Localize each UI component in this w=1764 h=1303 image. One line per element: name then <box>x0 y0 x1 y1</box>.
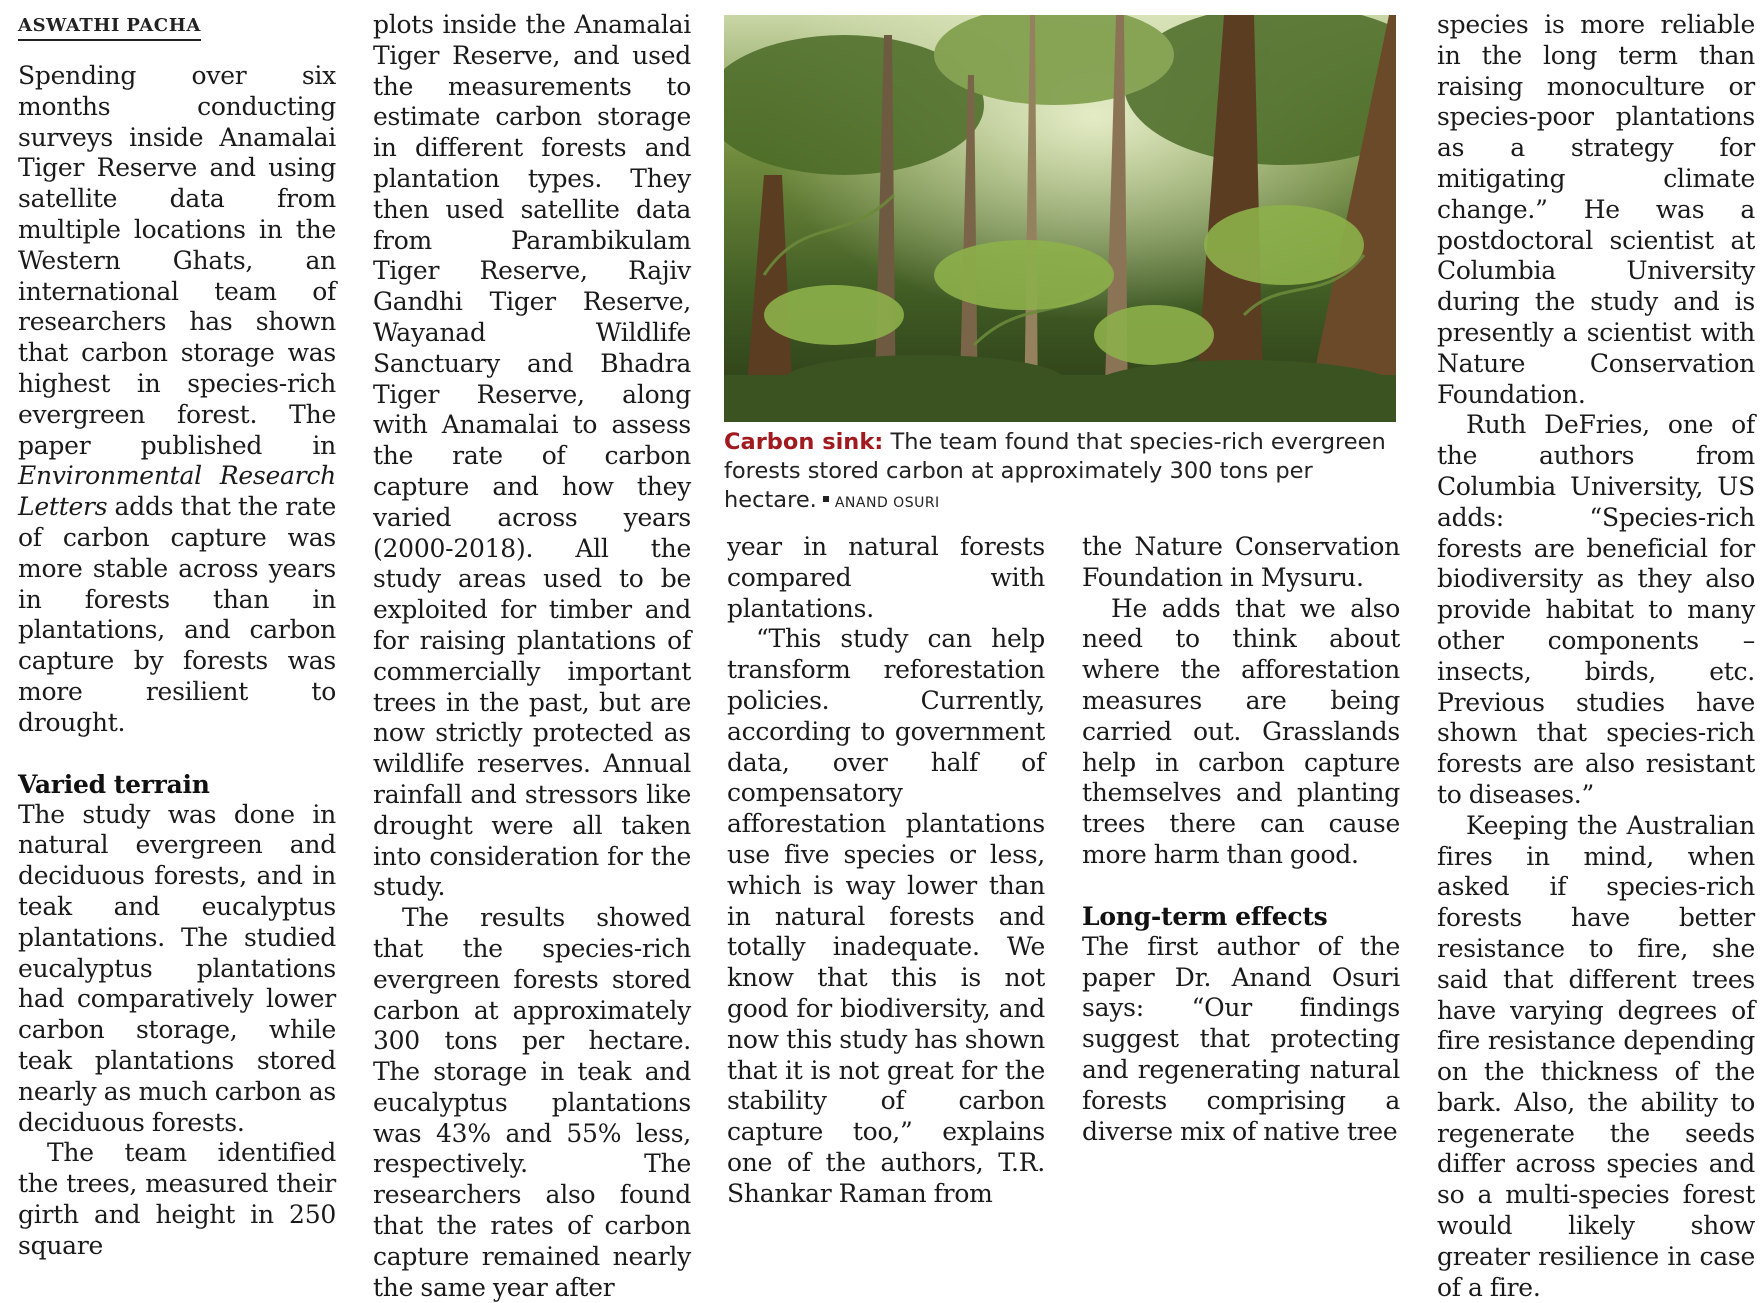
paragraph: “This study can help transform reforestation policies. Currently, according to government data, over half of compensatory afforestation plantations use five species or less, which is way lower than in natural forests and totally inadequate. We know that this is not good for biodiversity, and now this study has shown that it is not great for the stability of carbon capture too,” explains one of the authors, T.R. Shankar Raman from <box>727 624 1045 1208</box>
forest-photo <box>724 15 1396 422</box>
paragraph: the Nature Conservation Foundation in Mysuru. <box>1082 532 1400 592</box>
photo-credit: ANAND OSURI <box>834 495 940 511</box>
subhead-long-term-effects: Long-term effects <box>1082 901 1328 931</box>
paragraph: Keeping the Australian fires in mind, when asked if species-rich forests have better resistance to fire, she said that different trees have varying degrees of fire resistance depending on the thickness of the bark. Also, the ability to regenerate the seeds differ across species and so a multi-species forest would likely show greater resilience in case of a fire. <box>1437 810 1755 1302</box>
paragraph: plots inside the Anamalai Tiger Reserve, and used the measurements to estimate carbon storage in different forests and plantation types. They then used satellite data from Parambikulam Tiger Reserve, Rajiv Gandhi Tiger Reserve, Wayanad Wildlife Sanctuary and Bhadra Tiger Reserve, along with Anamalai to assess the rate of carbon capture and how they varied across years (2000-2018). All the study areas used to be exploited for timber and for raising plantations of commercially important trees in the past, but are now strictly protected as wildlife reserves. Annual rainfall and stressors like drought were all taken into consideration for the study. <box>373 10 691 902</box>
photo-caption <box>724 428 1396 518</box>
intro-text-b: adds that the rate of carbon capture was more stable across years in forests than in plantations, and carbon capture by forests was more resilient to drought. <box>18 492 336 737</box>
intro-text-a: Spending over six months conducting surveys inside Anamalai Tiger Reserve and using satellite data from multiple locations in the Western Ghats, an international team of researchers has shown that carbon storage was highest in species-rich evergreen forest. The paper published in <box>18 61 336 460</box>
caption-text: The team found that species-rich evergreen forests stored carbon at approximately 300 tons per hectare. <box>724 429 1386 513</box>
square-bullet-icon <box>823 496 829 502</box>
paragraph: The first author of the paper Dr. Anand Osuri says: “Our findings suggest that protecting and regenerating natural forests comprising a diverse mix of native tree <box>1082 931 1400 1146</box>
paragraph: Ruth DeFries, one of the authors from Columbia University, US adds: “Species-rich forests are beneficial for biodiversity as they also provide habitat to many other components – insects, birds, etc. Previous studies have shown that species-rich forests are also resistant to diseases.” <box>1437 410 1755 809</box>
article-column-2 <box>373 10 691 1303</box>
paragraph: He adds that we also need to think about where the afforestation measures are being carried out. Grasslands help in carbon capture themselves and planting trees there can cause more harm than good. <box>1082 593 1400 869</box>
paragraph: The results showed that the species-rich evergreen forests stored carbon at approximately 300 tons per hectare. The storage in teak and eucalyptus plantations was 43% and 55% less, respectively. The researchers also found that the rates of carbon capture remained nearly the same year after <box>373 903 691 1302</box>
paragraph: year in natural forests compared with plantations. <box>727 532 1045 623</box>
article-column-1 <box>18 8 336 1261</box>
intro-paragraph <box>18 61 336 739</box>
article-column-4 <box>1082 532 1400 1147</box>
byline: ASWATHI PACHA <box>18 15 201 41</box>
article-column-5 <box>1437 10 1755 1303</box>
paragraph: species is more reliable in the long term than raising monoculture or species-poor plantations as a strategy for mitigating climate change.” He was a postdoctoral scientist at Columbia University during the study and is presently a scientist with Nature Conservation Foundation. <box>1437 10 1755 409</box>
subhead-varied-terrain: Varied terrain <box>18 769 210 799</box>
caption-lead: Carbon sink: <box>724 429 884 455</box>
paragraph: The study was done in natural evergreen and deciduous forests, and in teak and eucalyptus plantations. The studied eucalyptus plantations had comparatively lower carbon storage, while teak plantations stored nearly as much carbon as deciduous forests. <box>18 799 336 1137</box>
journal-name: Environmental Research Letters <box>18 461 336 522</box>
paragraph: The team identified the trees, measured their girth and height in 250 square <box>18 1138 336 1260</box>
article-column-3 <box>727 532 1045 1210</box>
